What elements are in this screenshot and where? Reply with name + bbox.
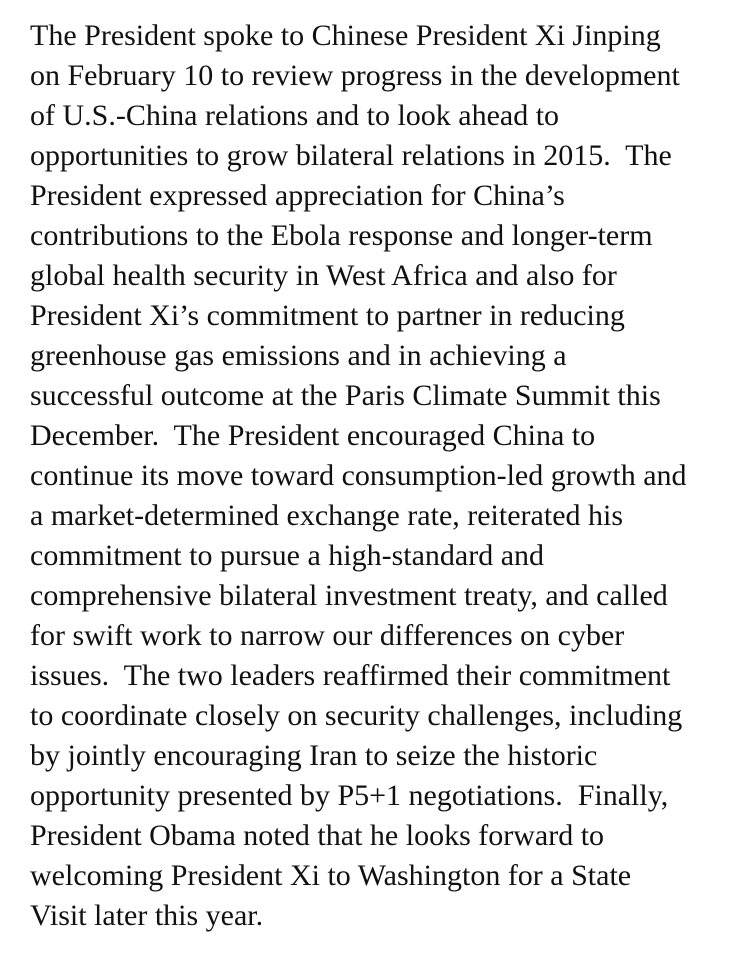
- text-line: December. The President encouraged China to: [30, 419, 596, 452]
- text-line: continue its move toward consumption-led growth and: [30, 459, 687, 492]
- text-line: a market-determined exchange rate, reiterated his: [30, 499, 624, 532]
- text-line: issues. The two leaders reaffirmed their commitment: [30, 659, 671, 692]
- text-line: opportunity presented by P5+1 negotiations. Finally,: [30, 779, 669, 812]
- text-line: President expressed appreciation for China’s: [30, 179, 565, 212]
- text-line: Visit later this year.: [30, 899, 264, 932]
- text-line: to coordinate closely on security challenges, including: [30, 699, 683, 732]
- text-line: President Obama noted that he looks forward to: [30, 819, 605, 852]
- text-line: President Xi’s commitment to partner in reducing: [30, 299, 625, 332]
- text-line: welcoming President Xi to Washington for a State: [30, 859, 632, 892]
- text-line: comprehensive bilateral investment treaty, and called: [30, 579, 668, 612]
- statement-paragraph: [30, 16, 745, 936]
- text-line: of U.S.-China relations and to look ahead to: [30, 99, 560, 132]
- text-line: global health security in West Africa and also for: [30, 259, 617, 292]
- text-line: by jointly encouraging Iran to seize the historic: [30, 739, 598, 772]
- text-line: opportunities to grow bilateral relations in 2015. The: [30, 139, 672, 172]
- text-line: The President spoke to Chinese President Xi Jinping: [30, 19, 661, 52]
- text-line: greenhouse gas emissions and in achieving a: [30, 339, 567, 372]
- text-line: successful outcome at the Paris Climate Summit this: [30, 379, 661, 412]
- text-line: for swift work to narrow our differences on cyber: [30, 619, 625, 652]
- text-line: contributions to the Ebola response and longer-term: [30, 219, 653, 252]
- text-line: on February 10 to review progress in the development: [30, 59, 680, 92]
- text-line: commitment to pursue a high-standard and: [30, 539, 545, 572]
